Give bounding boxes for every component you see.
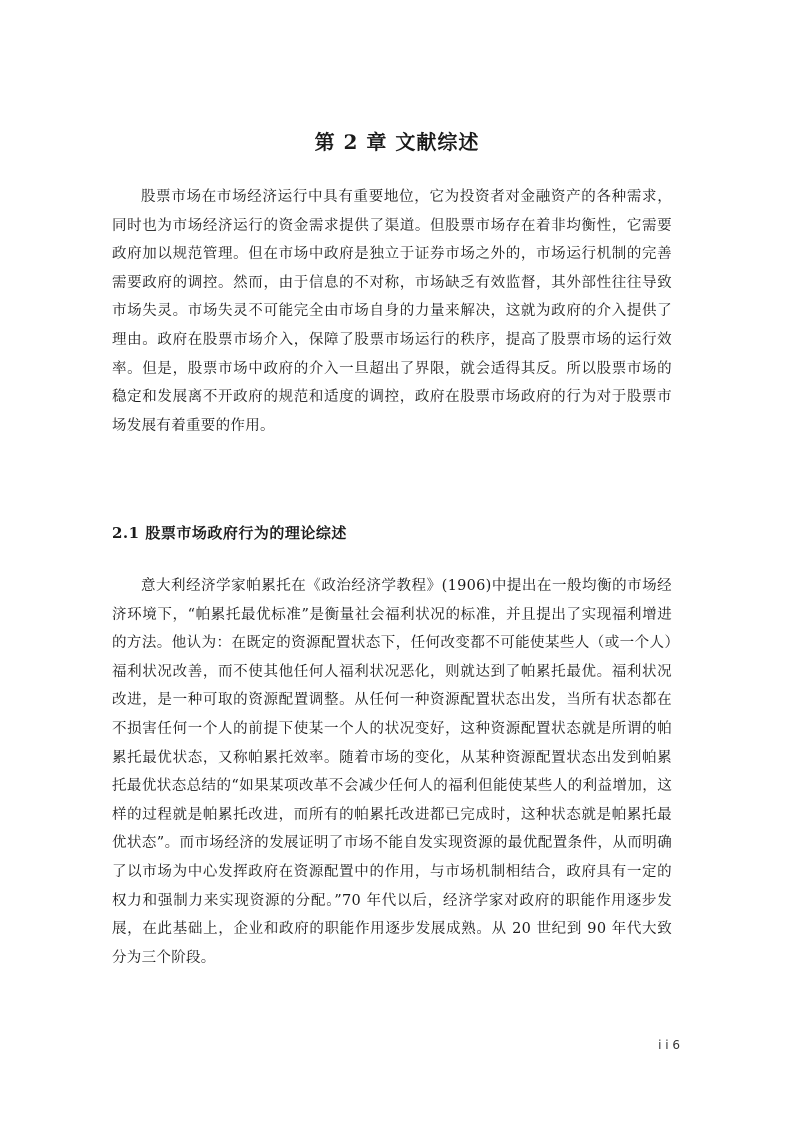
intro-paragraph: 股票市场在市场经济运行中具有重要地位，它为投资者对金融资产的各种需求，同时也为市场经济运行的资金需求提供了渠道。但股票市场存在着非均衡性，它需要政府加以规范管理。但在市场中政府是独立于证券市场之外的，市场运行机制的完善需要政府的调控。然而，由于信息的不对称，市场缺乏有效监督，其外部性往往导致市场失灵。市场失灵不可能完全由市场自身的力量来解决，这就为政府的介入提供了理由。政府在股票市场介入，保障了股票市场运行的秩序，提高了股票市场的运行效率。但是，股票市场中政府的介入一旦超出了界限，就会适得其反。所以股票市场的稳定和发展离不开政府的规范和适度的调控，政府在股票市场政府的行为对于股票市场发展有着重要的作用。 <box>112 189 672 434</box>
page-number: i i 6 <box>658 1038 680 1052</box>
section-heading: 2.1 股票市场政府行为的理论综述 <box>112 524 347 542</box>
chapter-title: 第 2 章 文献综述 <box>314 130 480 154</box>
section-paragraph: 意大利经济学家帕累托在《政治经济学教程》(1906)中提出在一般均衡的市场经济环境下，“帕累托最优标准”是衡量社会福利状况的标准，并且提出了实现福利增进的方法。他认为：在既定的资源配置状态下，任何改变都不可能使某些人（或一个人）福利状况改善，而不使其他任何人福利状况恶化，则就达到了帕累托最优。福利状况改进，是一种可取的资源配置调整。从任何一种资源配置状态出发，当所有状态都在不损害任何一个人的前提下使某一个人的状况变好，这种资源配置状态就是所谓的帕累托最优状态，又称帕累托效率。随着市场的变化，从某种资源配置状态出发到帕累托最优状态总结的“如果某项改革不会减少任何人的福利但能使某些人的利益增加，这样的过程就是帕累托改进，而所有的帕累托改进都已完成时，这种状态就是帕累托最优状态”。而市场经济的发展证明了市场不能自发实现资源的最优配置条件，从而明确了以市场为中心发挥政府在资源配置中的作用，与市场机制相结合，政府具有一定的权力和强制力来实现资源的分配。”70 年代以后，经济学家对政府的职能作用逐步发展，在此基础上，企业和政府的职能作用逐步发展成熟。从 20 世纪到 90 年代大致分为三个阶段。 <box>112 578 672 966</box>
